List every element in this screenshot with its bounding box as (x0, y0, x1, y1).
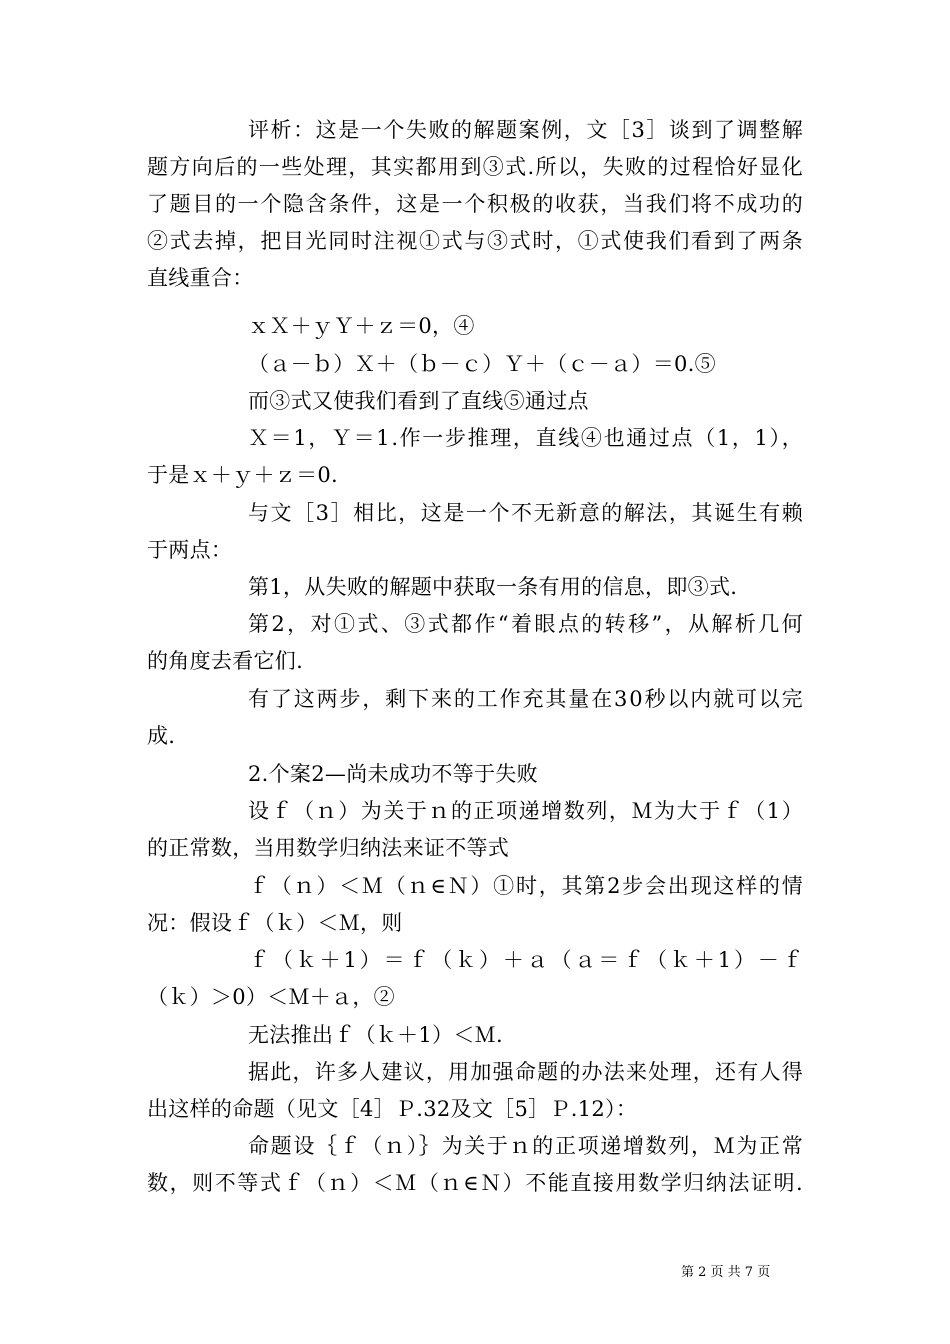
text-line: 的正常数，当用数学归纳法来证不等式 (147, 836, 510, 860)
text-line: ②式去掉，把目光同时注视①式与③式时，①式使我们看到了两条 (147, 229, 805, 253)
text-line: 与文［3］相比，这是一个不无新意的解法，其诞生有赖 (248, 501, 805, 525)
text-line: 有了这两步，剩下来的工作充其量在30秒以内就可以完 (248, 687, 805, 711)
text-line: ｆ（ｎ）＜Ｍ（ｎ∈Ｎ）①时，其第2步会出现这样的情 (248, 874, 805, 898)
text-line: 数，则不等式ｆ（ｎ）＜Ｍ（ｎ∈Ｎ）不能直接用数学归纳法证明. (147, 1171, 805, 1195)
text-line: 评析：这是一个失败的解题案例，文［3］谈到了调整解 (248, 118, 805, 142)
text-line: 据此，许多人建议，用加强命题的办法来处理，还有人得 (248, 1060, 804, 1084)
text-line: 无法推出ｆ（ｋ＋1）＜Ｍ. (248, 1023, 503, 1047)
text-line: 2.个案2—尚未成功不等于失败 (248, 762, 538, 786)
text-line: 成. (147, 724, 176, 748)
text-line: Ｘ＝1，Ｙ＝1.作一步推理，直线④也通过点（1，1）， (248, 426, 805, 450)
page-footer: 第 2 页 共 7 页 (681, 1265, 771, 1280)
text-line: 命题设｛ｆ（ｎ）｝为关于ｎ的正项递增数列，Ｍ为正常 (248, 1134, 805, 1158)
text-line: （ａ－ｂ）Ｘ＋（ｂ－ｃ）Ｙ＋（ｃ－ａ）＝0.⑤ (248, 352, 716, 376)
text-line: 题方向后的一些处理，其实都用到③式.所以，失败的过程恰好显化 (147, 155, 805, 179)
text-line: 于是ｘ＋ｙ＋ｚ＝0. (147, 463, 339, 487)
text-line: 于两点： (147, 538, 233, 562)
text-line: 况：假设ｆ（ｋ）＜Ｍ，则 (147, 911, 403, 935)
text-line: 第2，对①式、③式都作“着眼点的转移”，从解析几何 (248, 612, 806, 636)
text-line: 设ｆ（ｎ）为关于ｎ的正项递增数列，Ｍ为大于ｆ（1） (248, 799, 805, 823)
text-line: 了题目的一个隐含条件，这是一个积极的收获，当我们将不成功的 (147, 192, 805, 216)
text-line: 出这样的命题（见文［4］Ｐ.32及文［5］Ｐ.12）： (147, 1097, 638, 1121)
text-line: 而③式又使我们看到了直线⑤通过点 (248, 389, 589, 413)
text-line: （ｋ）＞0）＜Ｍ＋ａ，② (147, 985, 395, 1009)
text-line: 直线重合： (147, 266, 254, 290)
text-line: ｘＸ＋ｙＹ＋ｚ＝0，④ (248, 314, 475, 338)
text-line: 第1，从失败的解题中获取一条有用的信息，即③式. (248, 575, 738, 599)
text-line: ｆ（ｋ＋1）＝ｆ（ｋ）＋ａ（ａ＝ｆ（ｋ＋1）－ｆ (248, 948, 806, 972)
text-line: 的角度去看它们. (147, 649, 304, 673)
